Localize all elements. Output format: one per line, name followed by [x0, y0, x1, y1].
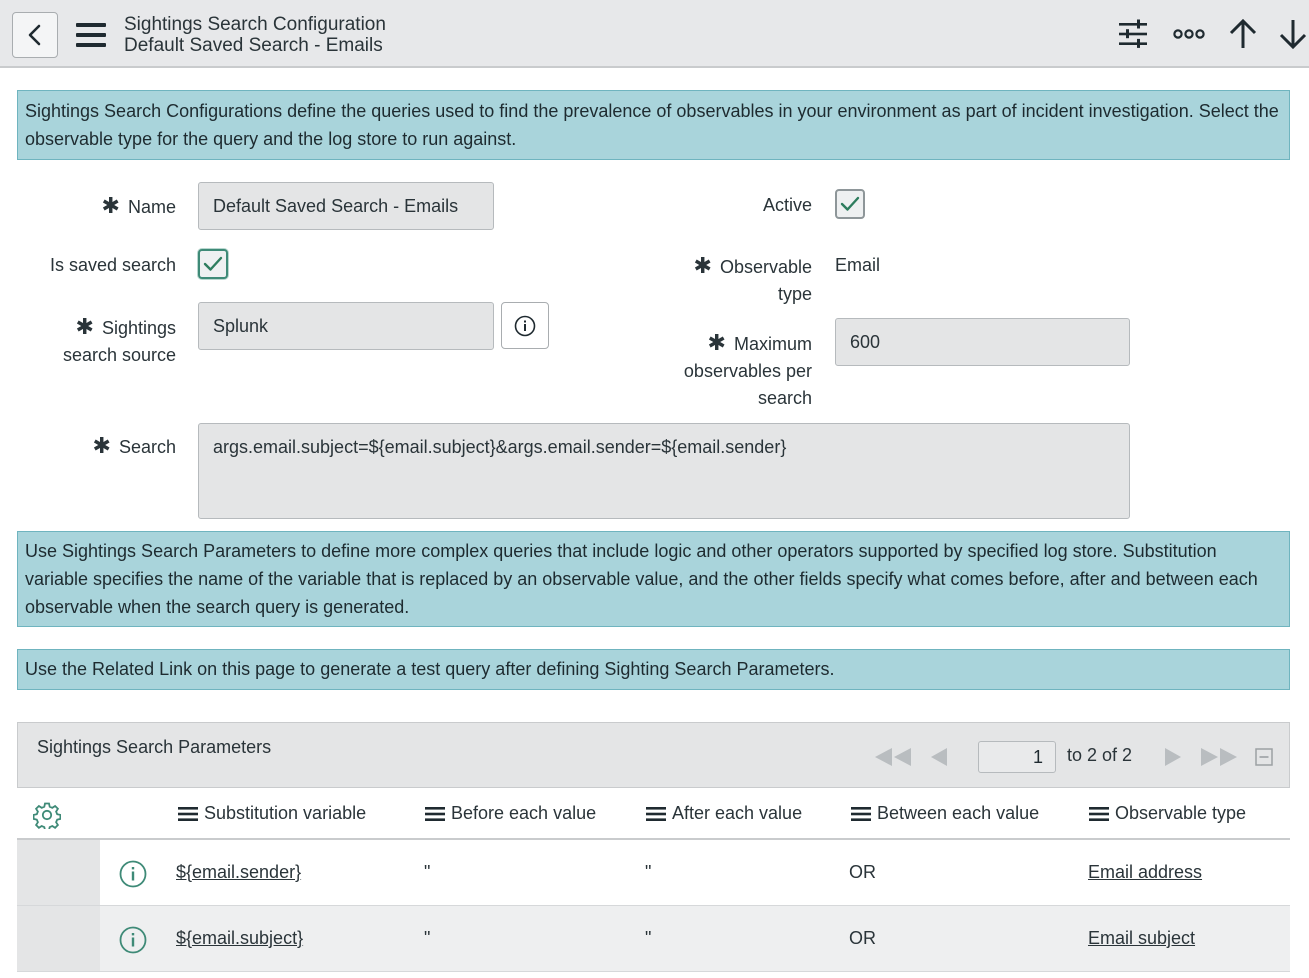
active-label: Active: [762, 195, 812, 215]
after-each-value-cell: ": [645, 862, 652, 882]
column-menu-icon[interactable]: [646, 806, 666, 822]
between-each-value-cell: OR: [849, 928, 876, 948]
page-range-text: to 2 of 2: [1067, 745, 1133, 765]
table-row: [17, 906, 1290, 972]
between-each-value-cell: OR: [849, 862, 876, 882]
row-info-icon[interactable]: [119, 926, 145, 952]
list-column-header-row: [17, 788, 1290, 840]
info-message-related-link: Use the Related Link on this page to generate a test query after defining Sighting Search Parameters.: [17, 649, 1290, 690]
required-icon: ✱: [707, 330, 726, 355]
back-icon: [26, 23, 44, 47]
row-gutter: [17, 840, 100, 905]
is-saved-search-checkbox[interactable]: [198, 249, 228, 279]
observable-type-link[interactable]: Email address: [1088, 862, 1203, 882]
next-page-icon[interactable]: [1164, 745, 1182, 769]
checkmark-icon: [203, 256, 223, 272]
substitution-variable-link[interactable]: ${email.subject}: [176, 928, 304, 948]
column-menu-icon[interactable]: [851, 806, 871, 822]
info-message-configurations: Sightings Search Configurations define the queries used to find the prevalence of observables in your environment as part of incident investigation. Select the observable type for the query and the log store to run against.: [17, 90, 1290, 160]
active-checkbox[interactable]: [835, 189, 865, 219]
table-row: [17, 840, 1290, 906]
row-info-icon[interactable]: [119, 860, 145, 886]
sightings-search-source-label: ✱ Sightings search source: [62, 314, 176, 365]
page-title: Sightings Search Configuration: [124, 14, 386, 35]
row-gutter: [17, 906, 100, 971]
required-icon: ✱: [75, 314, 94, 339]
column-before-each-value[interactable]: Before each value: [425, 803, 596, 824]
settings-sliders-icon[interactable]: [1116, 16, 1150, 52]
sightings-search-source-field[interactable]: Splunk: [198, 302, 494, 350]
arrow-up-icon[interactable]: [1226, 16, 1260, 52]
observable-type-value: Email: [835, 255, 881, 275]
last-page-icon[interactable]: [1200, 745, 1238, 769]
required-icon: ✱: [101, 193, 120, 218]
observable-type-label: ✱ Observable type: [693, 253, 812, 304]
before-each-value-cell: ": [424, 862, 431, 882]
checkmark-icon: [840, 196, 860, 212]
list-personalize-gear-icon[interactable]: [33, 801, 61, 834]
previous-page-icon[interactable]: [930, 745, 948, 769]
observable-type-link[interactable]: Email subject: [1088, 928, 1196, 948]
record-subtitle: Default Saved Search - Emails: [124, 35, 383, 56]
max-observables-label: ✱ Maximum observables per search: [683, 330, 812, 408]
arrow-down-icon[interactable]: [1276, 16, 1309, 52]
info-message-parameters: Use Sightings Search Parameters to define more complex queries that include logic and other operators supported by specified log store. Substitution variable specifies the name of the variable that is replaced by an observable value, and the other fields specify what comes before, after and between each observable when the search query is generated.: [17, 531, 1290, 627]
name-field[interactable]: Default Saved Search - Emails: [198, 182, 494, 230]
menu-icon[interactable]: [76, 22, 106, 48]
required-icon: ✱: [92, 433, 111, 458]
name-label: ✱ Name: [101, 193, 176, 218]
search-label: ✱ Search: [92, 433, 176, 458]
reference-info-button[interactable]: [501, 302, 549, 349]
before-each-value-cell: ": [424, 928, 431, 948]
column-between-each-value[interactable]: Between each value: [851, 803, 1039, 824]
back-button[interactable]: [12, 12, 58, 58]
page-number-input[interactable]: 1: [978, 741, 1056, 773]
more-options-icon[interactable]: [1172, 16, 1206, 52]
required-icon: ✱: [693, 253, 712, 278]
column-after-each-value[interactable]: After each value: [646, 803, 802, 824]
after-each-value-cell: ": [645, 928, 652, 948]
is-saved-search-label: Is saved search: [49, 255, 176, 275]
info-icon: [514, 315, 536, 337]
column-menu-icon[interactable]: [425, 806, 445, 822]
max-observables-field[interactable]: 600: [835, 318, 1130, 366]
first-page-icon[interactable]: [874, 745, 912, 769]
collapse-list-icon[interactable]: [1255, 745, 1273, 769]
column-menu-icon[interactable]: [178, 806, 198, 822]
column-menu-icon[interactable]: [1089, 806, 1109, 822]
column-observable-type[interactable]: Observable type: [1089, 803, 1246, 824]
substitution-variable-link[interactable]: ${email.sender}: [176, 862, 302, 882]
related-list-title: Sightings Search Parameters: [37, 737, 272, 757]
column-substitution-variable[interactable]: Substitution variable: [178, 803, 366, 824]
form-header: [0, 0, 1309, 68]
related-list-header: [17, 722, 1290, 788]
search-textarea[interactable]: args.email.subject=${email.subject}&args.email.sender=${email.sender}: [198, 423, 1130, 519]
